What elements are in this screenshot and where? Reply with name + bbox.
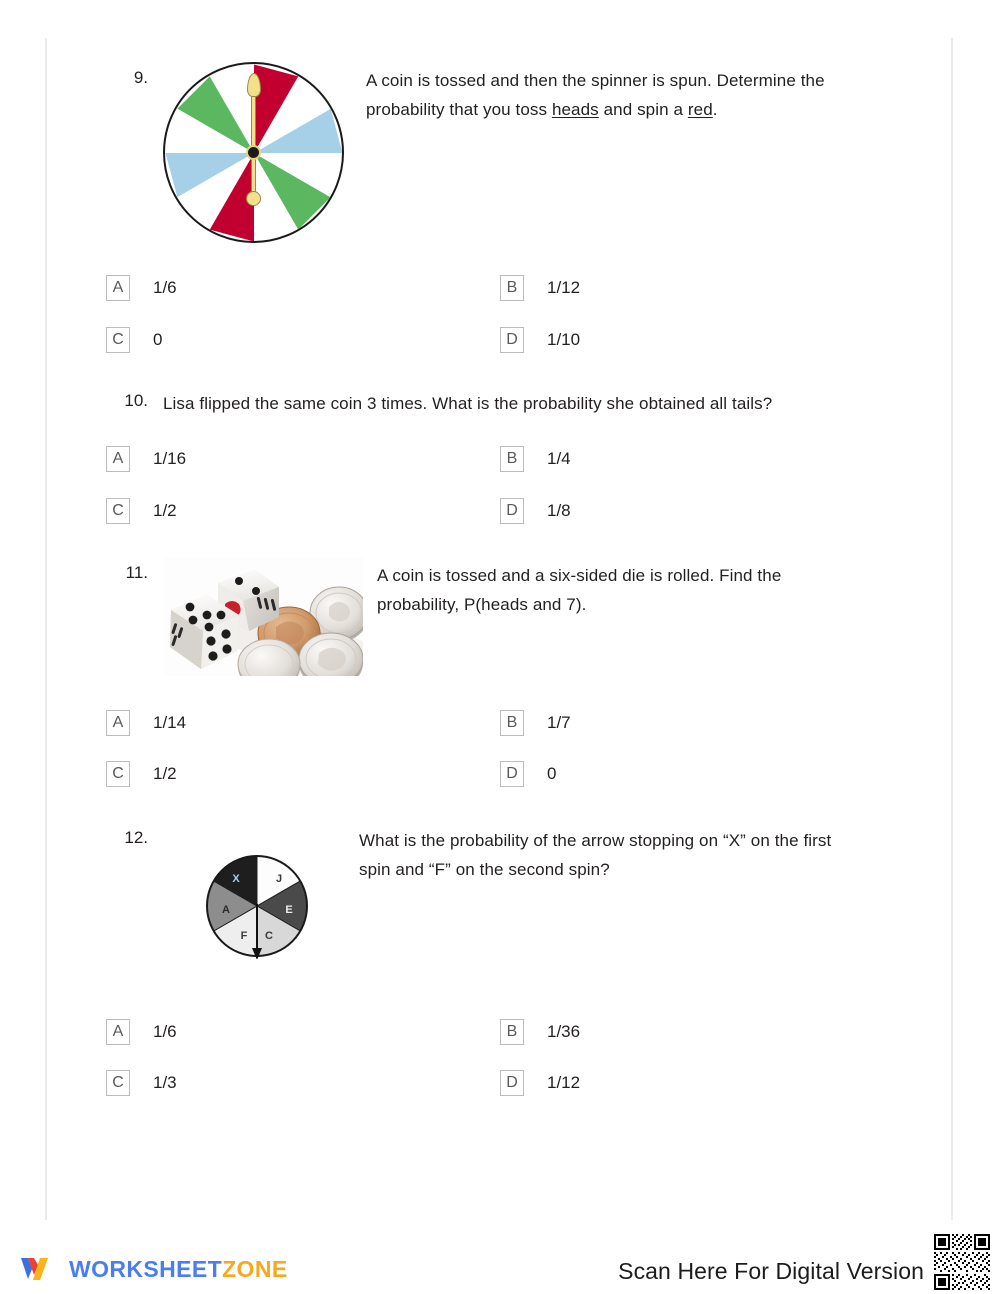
- question-11-line1: A coin is tossed and a six-sided die is rolled. Find the: [377, 566, 782, 585]
- spinner-needle-tip: [247, 73, 261, 97]
- choice-letter-box: C: [106, 327, 130, 353]
- choice-12-D[interactable]: [500, 1070, 580, 1096]
- choice-value: 1/12: [547, 1073, 581, 1092]
- svg-text:J: J: [275, 873, 283, 885]
- svg-text:A: A: [222, 904, 230, 916]
- choice-11-B[interactable]: [500, 710, 571, 736]
- choice-12-B[interactable]: [500, 1019, 580, 1045]
- choice-value: 1/4: [547, 449, 571, 468]
- choice-value: 1/2: [153, 764, 177, 783]
- choice-value: 1/36: [547, 1022, 581, 1041]
- svg-text:C: C: [265, 930, 273, 942]
- choice-9-B[interactable]: [500, 275, 580, 301]
- choice-letter-box: C: [106, 761, 130, 787]
- choice-value: 1/6: [153, 1022, 177, 1041]
- question-12-text: [359, 826, 899, 884]
- question-11-number: 11.: [125, 563, 148, 582]
- svg-text:E: E: [285, 904, 293, 916]
- choice-letter-box: C: [106, 1070, 130, 1096]
- choice-10-D[interactable]: [500, 498, 571, 524]
- choice-12-C[interactable]: [106, 1070, 177, 1096]
- question-9-line2-mid: and spin a: [598, 100, 688, 119]
- choice-value: 1/16: [153, 449, 187, 468]
- choice-letter-box: A: [106, 710, 130, 736]
- choice-letter-box: D: [500, 761, 524, 787]
- choice-letter-box: B: [500, 1019, 524, 1045]
- question-10-text: Lisa flipped the same coin 3 times. What is the probability she obtained all tails?: [163, 394, 773, 413]
- choice-value: 1/6: [153, 278, 177, 297]
- choice-11-C[interactable]: [106, 761, 177, 787]
- page-border-right: [951, 38, 953, 1220]
- worksheet-zone-logo-text: [69, 1256, 288, 1283]
- choice-value: 1/2: [153, 501, 177, 520]
- choice-9-C[interactable]: [106, 327, 162, 353]
- question-9-line2-pre: probability that you toss: [366, 100, 552, 119]
- choice-value: 1/7: [547, 713, 571, 732]
- choice-letter-box: C: [106, 498, 130, 524]
- page-border-left: [45, 38, 47, 1220]
- svg-text:X: X: [232, 873, 240, 885]
- choice-value: 0: [547, 764, 557, 783]
- question-9-line2-post: .: [712, 100, 718, 119]
- choice-letter-box: D: [500, 498, 524, 524]
- choice-value: 1/14: [153, 713, 187, 732]
- letter-spinner-figure: [206, 855, 308, 959]
- choice-9-D[interactable]: [500, 327, 580, 353]
- choice-11-A[interactable]: [106, 710, 186, 736]
- question-9-underline-heads: heads: [551, 100, 599, 119]
- choice-letter-box: A: [106, 446, 130, 472]
- choice-letter-box: B: [500, 446, 524, 472]
- question-11-text: [377, 561, 897, 619]
- spinner-hub: [246, 145, 261, 160]
- worksheet-zone-logo[interactable]: [18, 1252, 288, 1286]
- choice-letter-box: D: [500, 327, 524, 353]
- choice-12-A[interactable]: [106, 1019, 177, 1045]
- question-11-line2: probability, P(heads and 7).: [377, 595, 587, 614]
- choice-value: 1/8: [547, 501, 571, 520]
- color-spinner-figure: [163, 62, 344, 243]
- worksheet-zone-logo-icon: [18, 1254, 58, 1284]
- choice-letter-box: A: [106, 1019, 130, 1045]
- dice-and-coins-photo: [163, 557, 363, 676]
- question-9-number: 9.: [133, 68, 148, 87]
- choice-letter-box: A: [106, 275, 130, 301]
- qr-code[interactable]: [931, 1231, 993, 1293]
- logo-word-zone: ZONE: [222, 1255, 288, 1282]
- question-12-line1: What is the probability of the arrow stopping on “X” on the first: [359, 831, 832, 850]
- question-9-line1: A coin is tossed and then the spinner is spun. Determine the: [366, 71, 825, 90]
- logo-word-worksheet: WORKSHEET: [69, 1255, 223, 1282]
- choice-value: 1/12: [547, 278, 581, 297]
- svg-text:F: F: [240, 930, 248, 942]
- choice-letter-box: B: [500, 275, 524, 301]
- question-12-line2: spin and “F” on the second spin?: [359, 860, 610, 879]
- choice-11-D[interactable]: [500, 761, 556, 787]
- choice-value: 1/3: [153, 1073, 177, 1092]
- spinner-disc: [163, 62, 344, 243]
- choice-10-A[interactable]: [106, 446, 186, 472]
- question-10-number: 10.: [124, 391, 148, 410]
- question-12-number: 12.: [124, 828, 148, 847]
- choice-letter-box: B: [500, 710, 524, 736]
- choice-value: 1/10: [547, 330, 581, 349]
- choice-10-B[interactable]: [500, 446, 571, 472]
- choice-value: 0: [153, 330, 163, 349]
- question-9-underline-red: red: [687, 100, 713, 119]
- choice-10-C[interactable]: [106, 498, 177, 524]
- choice-9-A[interactable]: [106, 275, 177, 301]
- question-9-text: [366, 66, 896, 124]
- spinner-needle-knob: [246, 191, 261, 206]
- choice-letter-box: D: [500, 1070, 524, 1096]
- scan-instruction-text: Scan Here For Digital Version: [618, 1258, 924, 1284]
